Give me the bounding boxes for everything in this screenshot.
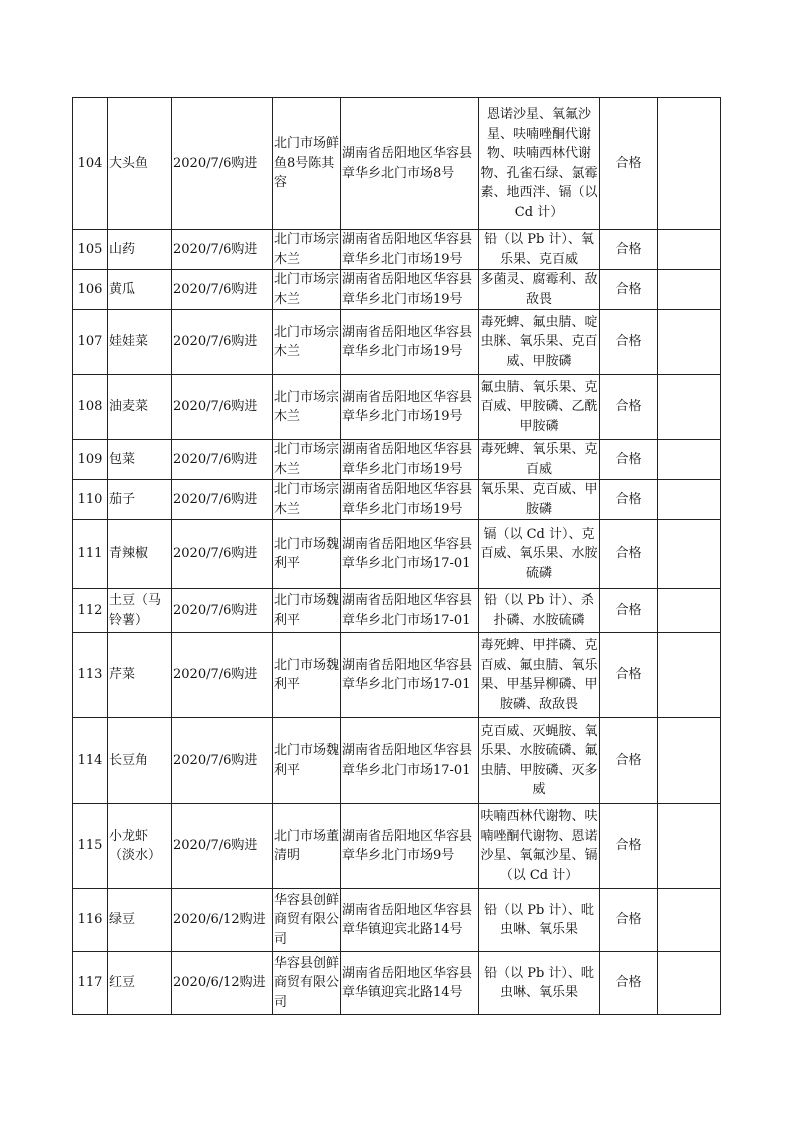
table-row xyxy=(73,440,721,480)
seller-name-cell: 北门市场宗木兰 xyxy=(273,270,341,310)
remarks-cell xyxy=(658,310,721,375)
purchase-date-cell: 2020/7/6购进 xyxy=(172,375,273,440)
remarks-cell xyxy=(658,480,721,520)
product-name-cell: 芹菜 xyxy=(108,633,172,718)
row-number-cell: 105 xyxy=(73,230,108,270)
row-number-cell: 108 xyxy=(73,375,108,440)
purchase-date-cell: 2020/7/6购进 xyxy=(172,310,273,375)
purchase-date-cell: 2020/7/6购进 xyxy=(172,633,273,718)
test-result-cell: 合格 xyxy=(600,589,658,633)
row-number-cell: 107 xyxy=(73,310,108,375)
purchase-date-cell: 2020/6/12购进 xyxy=(172,889,273,952)
purchase-date-cell: 2020/7/6购进 xyxy=(172,480,273,520)
table-row xyxy=(73,310,721,375)
seller-address-cell: 湖南省岳阳地区华容县章华乡北门市场9号 xyxy=(341,804,479,889)
remarks-cell xyxy=(658,98,721,230)
product-name-cell: 大头鱼 xyxy=(108,98,172,230)
product-name-cell: 红豆 xyxy=(108,952,172,1015)
purchase-date-cell: 2020/7/6购进 xyxy=(172,440,273,480)
remarks-cell xyxy=(658,589,721,633)
table-row xyxy=(73,375,721,440)
table-row xyxy=(73,589,721,633)
table-row xyxy=(73,718,721,804)
test-result-cell: 合格 xyxy=(600,230,658,270)
test-items-cell: 氧乐果、克百威、甲胺磷 xyxy=(479,480,600,520)
remarks-cell xyxy=(658,440,721,480)
test-items-cell: 多菌灵、腐霉利、敌敌畏 xyxy=(479,270,600,310)
remarks-cell xyxy=(658,230,721,270)
table-row xyxy=(73,520,721,589)
test-result-cell: 合格 xyxy=(600,889,658,952)
seller-name-cell: 北门市场魏利平 xyxy=(273,520,341,589)
test-result-cell: 合格 xyxy=(600,633,658,718)
remarks-cell xyxy=(658,889,721,952)
test-items-cell: 氟虫腈、氧乐果、克百威、甲胺磷、乙酰甲胺磷 xyxy=(479,375,600,440)
purchase-date-cell: 2020/7/6购进 xyxy=(172,98,273,230)
test-result-cell: 合格 xyxy=(600,520,658,589)
seller-name-cell: 北门市场宗木兰 xyxy=(273,440,341,480)
row-number-cell: 115 xyxy=(73,804,108,889)
test-items-cell: 毒死蜱、氟虫腈、啶虫脒、氧乐果、克百威、甲胺磷 xyxy=(479,310,600,375)
seller-name-cell: 北门市场魏利平 xyxy=(273,633,341,718)
remarks-cell xyxy=(658,520,721,589)
seller-name-cell: 北门市场宗木兰 xyxy=(273,230,341,270)
test-result-cell: 合格 xyxy=(600,952,658,1015)
seller-name-cell: 北门市场魏利平 xyxy=(273,589,341,633)
product-name-cell: 包菜 xyxy=(108,440,172,480)
test-items-cell: 铅（以 Pb 计）、氧乐果、克百威 xyxy=(479,230,600,270)
test-result-cell: 合格 xyxy=(600,480,658,520)
table-row xyxy=(73,270,721,310)
seller-address-cell: 湖南省岳阳地区华容县章华乡北门市场19号 xyxy=(341,230,479,270)
table-row xyxy=(73,230,721,270)
table-row xyxy=(73,98,721,230)
remarks-cell xyxy=(658,375,721,440)
table-row xyxy=(73,889,721,952)
test-items-cell: 毒死蜱、氧乐果、克百威 xyxy=(479,440,600,480)
row-number-cell: 106 xyxy=(73,270,108,310)
purchase-date-cell: 2020/7/6购进 xyxy=(172,270,273,310)
seller-name-cell: 北门市场魏利平 xyxy=(273,718,341,804)
seller-address-cell: 湖南省岳阳地区华容县章华乡北门市场19号 xyxy=(341,440,479,480)
test-items-cell: 毒死蜱、甲拌磷、克百威、氟虫腈、氧乐果、甲基异柳磷、甲胺磷、敌敌畏 xyxy=(479,633,600,718)
product-name-cell: 山药 xyxy=(108,230,172,270)
seller-address-cell: 湖南省岳阳地区华容县章华乡北门市场17-01 xyxy=(341,718,479,804)
purchase-date-cell: 2020/6/12购进 xyxy=(172,952,273,1015)
table-row xyxy=(73,804,721,889)
inspection-results-table xyxy=(72,97,721,1015)
row-number-cell: 114 xyxy=(73,718,108,804)
test-items-cell: 克百威、灭蝇胺、氧乐果、水胺硫磷、氟虫腈、甲胺磷、灭多威 xyxy=(479,718,600,804)
product-name-cell: 小龙虾（淡水） xyxy=(108,804,172,889)
seller-address-cell: 湖南省岳阳地区华容县章华乡北门市场17-01 xyxy=(341,589,479,633)
test-result-cell: 合格 xyxy=(600,310,658,375)
seller-name-cell: 北门市场鲜鱼8号陈其容 xyxy=(273,98,341,230)
purchase-date-cell: 2020/7/6购进 xyxy=(172,718,273,804)
test-items-cell: 铅（以 Pb 计）、吡虫啉、氧乐果 xyxy=(479,889,600,952)
test-result-cell: 合格 xyxy=(600,718,658,804)
table-row xyxy=(73,480,721,520)
table-row xyxy=(73,952,721,1015)
seller-address-cell: 湖南省岳阳地区华容县章华乡北门市场19号 xyxy=(341,480,479,520)
test-items-cell: 呋喃西林代谢物、呋喃唑酮代谢物、恩诺沙星、氧氟沙星、镉（以 Cd 计） xyxy=(479,804,600,889)
test-items-cell: 镉（以 Cd 计）、克百威、氧乐果、水胺硫磷 xyxy=(479,520,600,589)
remarks-cell xyxy=(658,952,721,1015)
seller-address-cell: 湖南省岳阳地区华容县章华镇迎宾北路14号 xyxy=(341,889,479,952)
product-name-cell: 茄子 xyxy=(108,480,172,520)
row-number-cell: 113 xyxy=(73,633,108,718)
seller-address-cell: 湖南省岳阳地区华容县章华乡北门市场17-01 xyxy=(341,520,479,589)
seller-name-cell: 华容县创鲜商贸有限公司 xyxy=(273,952,341,1015)
purchase-date-cell: 2020/7/6购进 xyxy=(172,520,273,589)
row-number-cell: 104 xyxy=(73,98,108,230)
test-items-cell: 恩诺沙星、氧氟沙星、呋喃唑酮代谢物、呋喃西林代谢物、孔雀石绿、氯霉素、地西泮、镉（以 Cd 计） xyxy=(479,98,600,230)
seller-name-cell: 北门市场董清明 xyxy=(273,804,341,889)
row-number-cell: 110 xyxy=(73,480,108,520)
remarks-cell xyxy=(658,633,721,718)
test-result-cell: 合格 xyxy=(600,440,658,480)
seller-name-cell: 北门市场宗木兰 xyxy=(273,310,341,375)
row-number-cell: 117 xyxy=(73,952,108,1015)
seller-address-cell: 湖南省岳阳地区华容县章华乡北门市场8号 xyxy=(341,98,479,230)
test-result-cell: 合格 xyxy=(600,375,658,440)
seller-address-cell: 湖南省岳阳地区华容县章华乡北门市场19号 xyxy=(341,375,479,440)
test-items-cell: 铅（以 Pb 计）、吡虫啉、氧乐果 xyxy=(479,952,600,1015)
product-name-cell: 长豆角 xyxy=(108,718,172,804)
remarks-cell xyxy=(658,804,721,889)
seller-address-cell: 湖南省岳阳地区华容县章华乡北门市场17-01 xyxy=(341,633,479,718)
product-name-cell: 青辣椒 xyxy=(108,520,172,589)
test-items-cell: 铅（以 Pb 计）、杀扑磷、水胺硫磷 xyxy=(479,589,600,633)
row-number-cell: 116 xyxy=(73,889,108,952)
seller-address-cell: 湖南省岳阳地区华容县章华乡北门市场19号 xyxy=(341,310,479,375)
product-name-cell: 娃娃菜 xyxy=(108,310,172,375)
test-result-cell: 合格 xyxy=(600,804,658,889)
row-number-cell: 111 xyxy=(73,520,108,589)
test-result-cell: 合格 xyxy=(600,270,658,310)
remarks-cell xyxy=(658,270,721,310)
product-name-cell: 土豆（马铃薯） xyxy=(108,589,172,633)
purchase-date-cell: 2020/7/6购进 xyxy=(172,804,273,889)
seller-address-cell: 湖南省岳阳地区华容县章华镇迎宾北路14号 xyxy=(341,952,479,1015)
purchase-date-cell: 2020/7/6购进 xyxy=(172,589,273,633)
table-row xyxy=(73,633,721,718)
product-name-cell: 油麦菜 xyxy=(108,375,172,440)
row-number-cell: 109 xyxy=(73,440,108,480)
product-name-cell: 绿豆 xyxy=(108,889,172,952)
seller-address-cell: 湖南省岳阳地区华容县章华乡北门市场19号 xyxy=(341,270,479,310)
row-number-cell: 112 xyxy=(73,589,108,633)
purchase-date-cell: 2020/7/6购进 xyxy=(172,230,273,270)
seller-name-cell: 北门市场宗木兰 xyxy=(273,375,341,440)
test-result-cell: 合格 xyxy=(600,98,658,230)
remarks-cell xyxy=(658,718,721,804)
seller-name-cell: 北门市场宗木兰 xyxy=(273,480,341,520)
seller-name-cell: 华容县创鲜商贸有限公司 xyxy=(273,889,341,952)
product-name-cell: 黄瓜 xyxy=(108,270,172,310)
